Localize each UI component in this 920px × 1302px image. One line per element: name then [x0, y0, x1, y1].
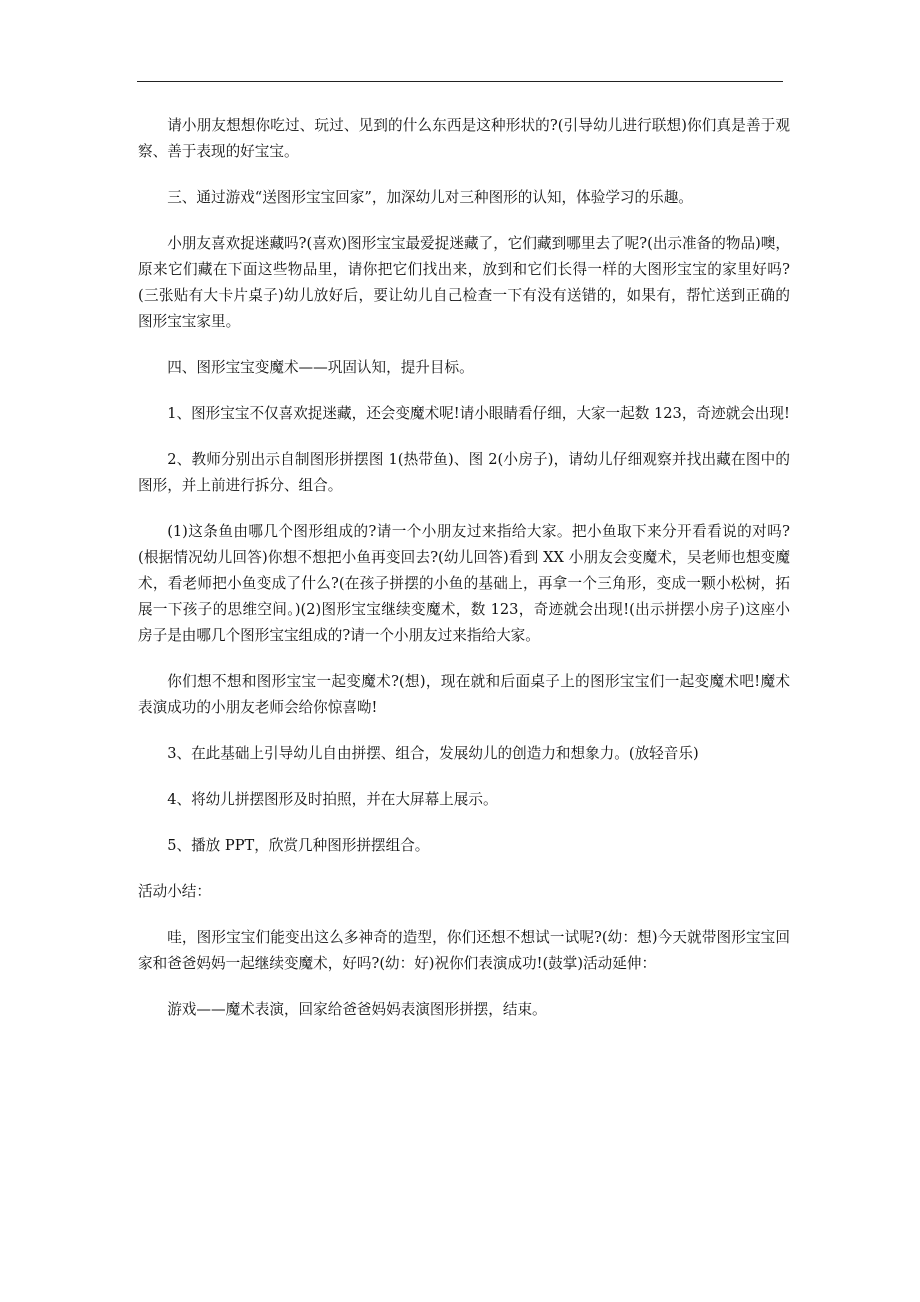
section-heading-3: 三、通过游戏“送图形宝宝回家”，加深幼儿对三种图形的认知，体验学习的乐趣。 [167, 189, 693, 206]
paragraph-1: 请小朋友想想你吃过、玩过、见到的什么东西是这种形状的?(引导幼儿进行联想)你们真是善于观察、善于表现的好宝宝。 [138, 117, 790, 160]
closing-paragraph: 游戏——魔术表演，回家给爸爸妈妈表演图形拼摆，结束。 [167, 1001, 547, 1018]
step-4: 4、将幼儿拼摆图形及时拍照，并在大屏幕上展示。 [167, 791, 498, 808]
paragraph-magic-invite: 你们想不想和图形宝宝一起变魔术?(想)，现在就和后面桌子上的图形宝宝们一起变魔术吧!魔术表演成功的小朋友老师会给你惊喜呦! [138, 673, 790, 716]
step-2: 2、教师分别出示自制图形拼摆图 1(热带鱼)、图 2(小房子)，请幼儿仔细观察并找出藏在图中的图形，并上前进行拆分、组合。 [138, 451, 790, 494]
header-rule [137, 81, 783, 82]
summary-paragraph: 哇，图形宝宝们能变出这么多神奇的造型，你们还想不想试一试呢?(幼：想)今天就带图形宝宝回家和爸爸妈妈一起继续变魔术，好吗?(幼：好)祝你们表演成功!(鼓掌)活动延伸： [138, 929, 790, 972]
summary-heading: 活动小结： [138, 883, 211, 900]
step-1: 1、图形宝宝不仅喜欢捉迷藏，还会变魔术呢!请小眼睛看仔细，大家一起数 123，奇迹就会出现! [167, 405, 790, 422]
paragraph-hide-and-seek: 小朋友喜欢捉迷藏吗?(喜欢)图形宝宝最爱捉迷藏了，它们藏到哪里去了呢?(出示准备的物品)噢，原来它们藏在下面这些物品里，请你把它们找出来，放到和它们长得一样的大图形宝宝的家里好吗?(三张贴有大卡片桌子)幼儿放好后，要让幼儿自己检查一下有没有送错的，如果有，帮忙送到正确的图形宝宝家里。 [138, 235, 790, 330]
document-body [138, 113, 790, 1043]
section-heading-4: 四、图形宝宝变魔术——巩固认知，提升目标。 [167, 359, 474, 376]
step-5: 5、播放 PPT，欣赏几种图形拼摆组合。 [167, 837, 430, 854]
paragraph-fish-and-house: (1)这条鱼由哪几个图形组成的?请一个小朋友过来指给大家。把小鱼取下来分开看看说的对吗?(根据情况幼儿回答)你想不想把小鱼再变回去?(幼儿回答)看到 XX 小朋友会变魔术，吴老师也想变魔术，看老师把小鱼变成了什么?(在孩子拼摆的小鱼的基础上，再拿一个三角形，变成一颗小松树，拓展一下孩子的思维空间。)(2)图形宝宝继续变魔术，数 123，奇迹就会出现!(出示拼摆小房子)这座小房子是由哪几个图形宝宝组成的?请一个小朋友过来指给大家。 [138, 523, 790, 644]
step-3: 3、在此基础上引导幼儿自由拼摆、组合，发展幼儿的创造力和想象力。(放轻音乐) [167, 745, 699, 762]
